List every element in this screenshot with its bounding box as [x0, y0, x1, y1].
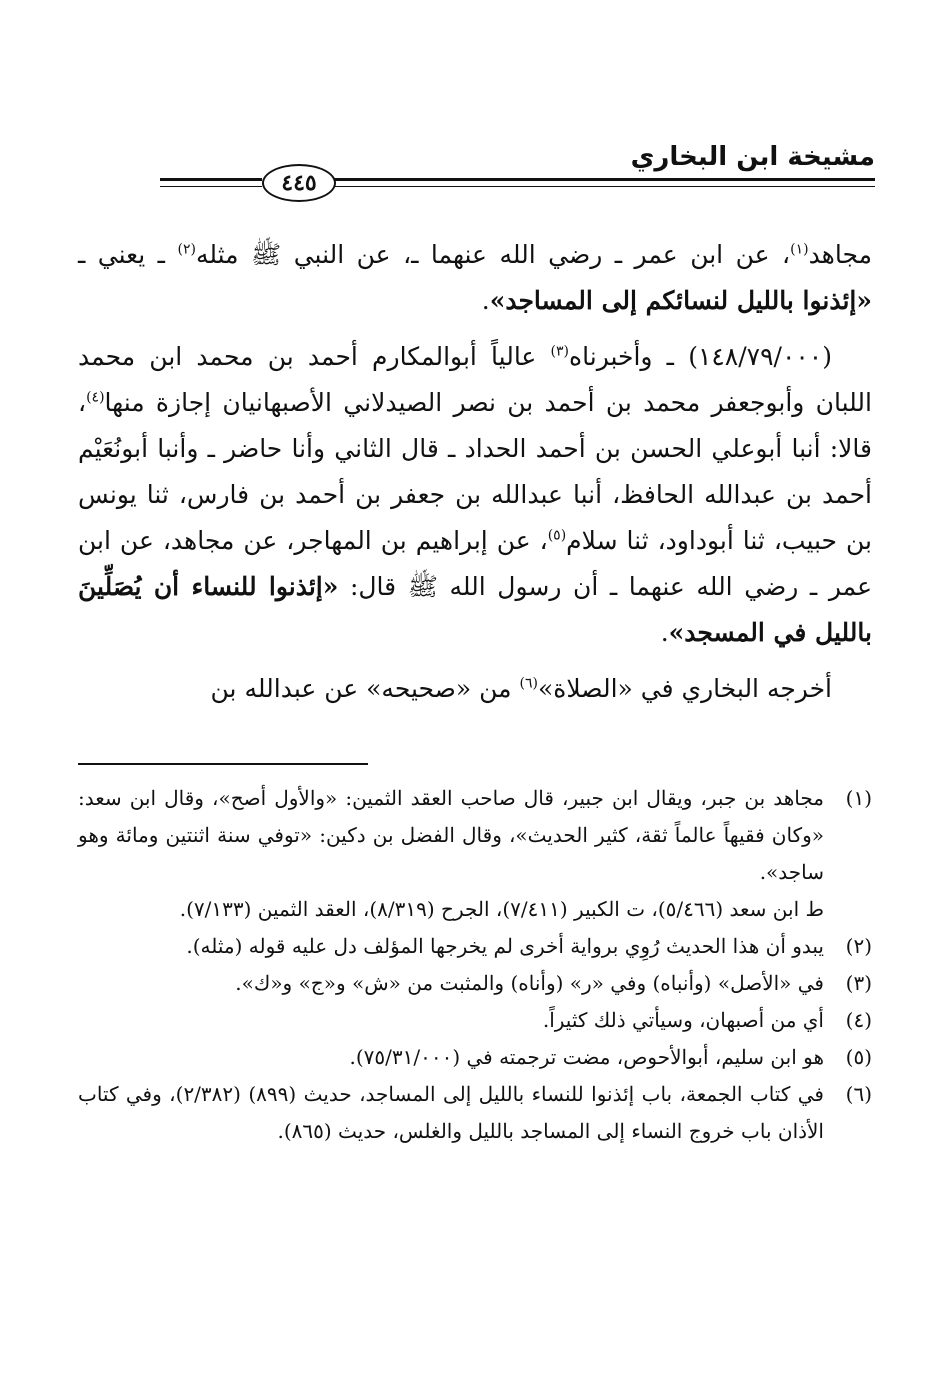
header-rule-left-thin: [160, 186, 262, 187]
footnote-text: أي من أصبهان، وسيأتي ذلك كثيراً.: [542, 1008, 824, 1032]
footnote-number: (٢): [845, 934, 872, 958]
footnote-number: (٥): [845, 1045, 872, 1069]
footnote-body: [78, 780, 824, 928]
page-number-badge: [262, 164, 336, 202]
footnote-ref-5: (٥): [547, 527, 567, 544]
text-run: ـ يعني ـ: [78, 240, 178, 269]
main-text: [78, 232, 872, 712]
paragraph-3: [78, 666, 872, 712]
footnote-body: [78, 965, 824, 1002]
header-rule-left: [160, 178, 262, 181]
footnote-ref-3: (٣): [550, 343, 570, 360]
text-run: (١٤٨/٧٩/٠٠٠) ـ وأخبرناه: [569, 342, 832, 371]
footnote-text: في «الأصل» (وأنباه) وفي «ر» (وأناه) والمثبت من «ش» و«ج» و«ك».: [235, 971, 824, 995]
footnote: [78, 928, 872, 965]
footnote-number: (١): [845, 786, 872, 810]
footnote-text: ط ابن سعد (٥/٤٦٦)، ت الكبير (٧/٤١١)، الجرح (٨/٣١٩)، العقد الثمين (٧/١٣٣).: [179, 897, 824, 921]
footnote-body: [78, 1076, 824, 1150]
text-run: ، عن إبراهيم بن المهاجر، عن مجاهد، عن ابن عمر ـ رضي الله عنهما ـ أن رسول الله ﷺ قال:: [78, 526, 872, 601]
footnote-ref-1: (١): [790, 241, 809, 258]
footnote-ref-2: (٢): [177, 241, 196, 258]
footnote-text: في كتاب الجمعة، باب إئذنوا للنساء بالليل إلى المساجد، حديث (٨٩٩) (٢/٣٨٢)، وفي كتاب الأذان باب خروج النساء إلى المساجد بالليل والغلس، حديث (٨٦٥).: [78, 1082, 824, 1143]
text-run: من «صحيحه» عن عبدالله بن: [210, 674, 520, 703]
paragraph-2: [78, 334, 872, 656]
text-run: عالياً أبوالمكارم أحمد بن محمد ابن محمد اللبان وأبوجعفر محمد بن أحمد بن نصر الصيدلاني الأصبهانيان إجازة منها: [78, 342, 872, 417]
footnote-body: [78, 1002, 824, 1039]
footnote-number: (٦): [845, 1082, 872, 1106]
footnote-body: [78, 928, 824, 965]
footnote-text: هو ابن سليم، أبوالأحوص، مضت ترجمته في (٧٥/٣١/٠٠٠).: [349, 1045, 824, 1069]
text-run: ، قالا: أنبا أبوعلي الحسن بن أحمد الحداد ـ قال الثاني وأنا حاضر ـ وأنبا أبونُعَيْم أحمد بن عبدالله الحافظ، أنبا عبدالله بن جعفر بن أحمد بن فارس، ثنا يونس بن حبيب، ثنا أبوداود، ثنا سلام: [78, 388, 872, 555]
text-run: ، عن ابن عمر ـ رضي الله عنهما ـ، عن النبي ﷺ مثله: [195, 240, 791, 269]
text-run: أخرجه البخاري في «الصلاة»: [537, 674, 832, 703]
paragraph-1: [78, 232, 872, 324]
footnote: [78, 965, 872, 1002]
footnote-ref-6: (٦): [519, 675, 538, 692]
hadith-quote: «إئذنوا بالليل لنسائكم إلى المساجد»: [489, 286, 872, 315]
footnote-text: يبدو أن هذا الحديث رُوِي برواية أخرى لم يخرجها المؤلف دل عليه قوله (مثله).: [186, 934, 824, 958]
footnote-number: (٣): [845, 971, 872, 995]
hadith-quote: «إئذنوا للنساء أن يُصَلِّينَ بالليل في المسجد»: [78, 572, 872, 647]
footnote-text: مجاهد بن جبر، ويقال ابن جبير، قال صاحب العقد الثمين: «والأول أصح»، وقال ابن سعد: «وكان فقيهاً عالماً ثقة، كثير الحديث»، وقال الفضل بن دكين: «توفي سنة اثنتين ومائة وهو ساجد».: [78, 786, 824, 884]
text-run: .: [481, 286, 490, 315]
footnote-separator: [78, 763, 368, 765]
footnote: [78, 1076, 872, 1150]
footnotes: [78, 780, 872, 1150]
footnote-number: (٤): [845, 1008, 872, 1032]
text-run: .: [660, 618, 669, 647]
footnote: [78, 1002, 872, 1039]
header-rule-right-thin: [332, 186, 875, 187]
footnote-ref-4: (٤): [86, 389, 105, 406]
footnote: [78, 780, 872, 928]
text-run: مجاهد: [808, 240, 873, 269]
running-title: مشيخة ابن البخاري: [630, 142, 875, 172]
footnote: [78, 1039, 872, 1076]
footnote-body: [78, 1039, 824, 1076]
page-number: ٤٤٥: [281, 170, 317, 196]
header-rule-right: [332, 178, 875, 181]
